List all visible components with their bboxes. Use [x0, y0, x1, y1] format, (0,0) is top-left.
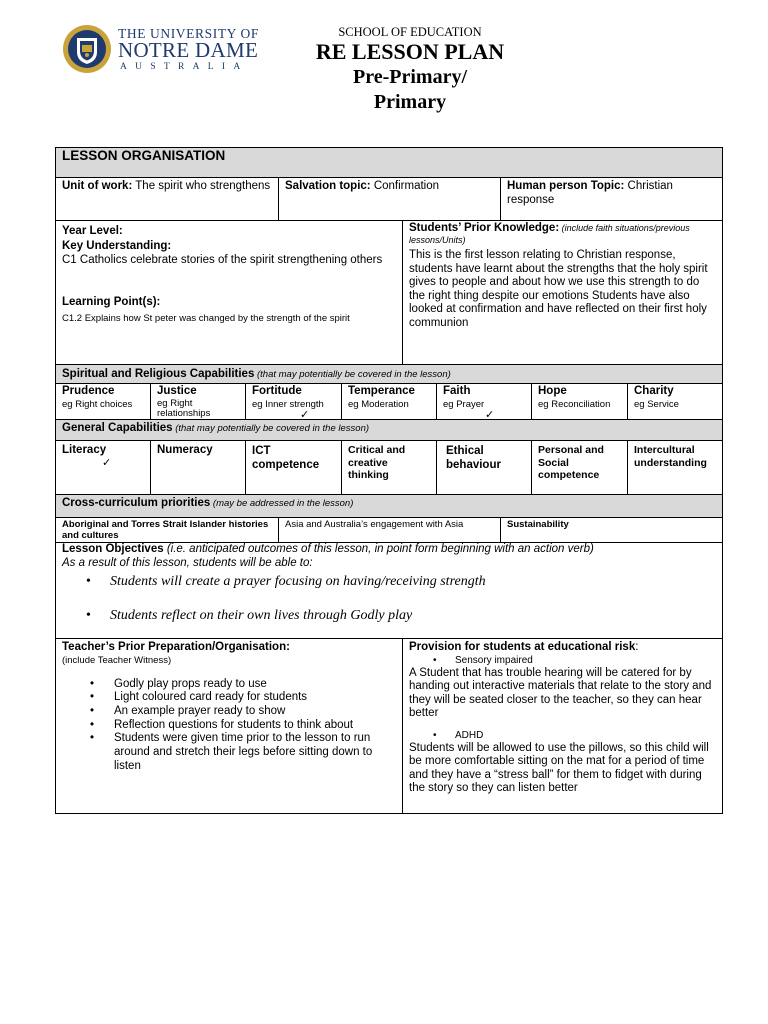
- capability-name: Temperance: [348, 385, 415, 397]
- capability-example: eg Service: [634, 398, 679, 410]
- prior-knowledge-cell: [402, 220, 723, 365]
- logo-line-2: NOTRE DAME: [118, 38, 259, 62]
- university-crest-icon: [62, 24, 112, 74]
- logo-line-3: AUSTRALIA: [120, 62, 249, 72]
- salvation-topic-value: Confirmation: [370, 180, 440, 192]
- general-capability-literacy: [55, 440, 151, 495]
- general-capability-ethical-behaviour: [436, 440, 532, 495]
- capability-name: Prudence: [62, 385, 115, 397]
- general-capability-intercultural: [627, 440, 723, 495]
- key-understanding-label: Key Understanding:: [62, 239, 172, 252]
- spiritual-capabilities-heading: [55, 364, 723, 384]
- human-person-topic-label: Human person Topic:: [507, 180, 625, 192]
- general-capability-name: Critical and creative thinking: [348, 444, 406, 481]
- human-person-topic-cell: [500, 177, 723, 221]
- university-logo: [62, 24, 272, 76]
- general-capabilities-title: General Capabilities: [62, 422, 173, 434]
- teacher-preparation-cell: [55, 638, 403, 814]
- human-person-topic-value: Christian response: [507, 180, 673, 206]
- educational-risk-title: Provision for students at educational risk: [409, 641, 636, 653]
- general-capability-name: Literacy: [62, 444, 107, 456]
- prior-knowledge-value: This is the first lesson relating to Christian response, students have learnt about the strengths that the holy spirit gives to people and about how we use this strength to do the right thing despite our emotions Students have also looked at confirmation and have reflected on their first holy communion: [409, 249, 708, 329]
- capability-example: eg Prayer: [443, 398, 485, 410]
- capability-faith: [436, 383, 532, 420]
- risk-group-label: • ADHD: [409, 730, 716, 742]
- risk-group-label: • Sensory impaired: [409, 655, 716, 667]
- priority-sustainability: Sustainability: [500, 517, 723, 543]
- teacher-preparation-note: (include Teacher Witness): [62, 654, 172, 666]
- capability-example: eg Right relationships: [157, 397, 211, 419]
- lesson-objectives-intro: As a result of this lesson, students will be able to:: [62, 556, 313, 569]
- general-capabilities-note: (that may potentially be covered in the lesson): [172, 423, 370, 434]
- unit-of-work-cell: [55, 177, 279, 221]
- lesson-organisation-heading: LESSON ORGANISATION: [55, 147, 723, 178]
- capability-temperance: [341, 383, 437, 420]
- document-header: [300, 25, 520, 115]
- list-item: • An example prayer ready to show: [114, 705, 382, 719]
- key-understanding-value: C1 Catholics celebrate stories of the spirit strengthening others: [62, 254, 383, 266]
- capability-name: Charity: [634, 385, 674, 397]
- list-item: • Godly play props ready to use: [114, 678, 382, 692]
- capability-example: eg Inner strength: [252, 398, 324, 410]
- school-name: SCHOOL OF EDUCATION: [338, 25, 482, 39]
- teacher-preparation-title: Teacher’s Prior Preparation/Organisation:: [62, 641, 290, 653]
- general-capability-name: Personal and Social competence: [538, 444, 604, 481]
- capability-example: eg Right choices: [62, 398, 133, 410]
- priority-aboriginal-torres-strait: Aboriginal and Torres Strait Islander histories and cultures: [55, 517, 279, 543]
- list-item: • Students will create a prayer focusing on having/receiving strength: [110, 573, 716, 591]
- salvation-topic-cell: [278, 177, 501, 221]
- capability-name: Faith: [443, 385, 471, 397]
- cross-curriculum-note: (may be addressed in the lesson): [210, 498, 354, 509]
- lesson-objectives-note: (i.e. anticipated outcomes of this lesson, in point form beginning with an action verb): [163, 543, 594, 555]
- capability-charity: [627, 383, 723, 420]
- priority-asia-engagement: Asia and Australia’s engagement with Asia: [278, 517, 501, 543]
- capability-prudence: [55, 383, 151, 420]
- general-capability-name: Intercultural understanding: [634, 444, 707, 469]
- document-subtitle-line-2: Primary: [373, 91, 447, 113]
- cross-curriculum-heading: [55, 494, 723, 518]
- general-capabilities-heading: [55, 419, 723, 441]
- capability-example: eg Reconciliation: [538, 398, 611, 410]
- lesson-objectives-cell: [55, 542, 723, 639]
- unit-of-work-value: The spirit who strengthens: [132, 180, 271, 192]
- capability-justice: [150, 383, 246, 420]
- document-subtitle-line-1: Pre-Primary/: [352, 66, 467, 88]
- year-level-label: Year Level:: [62, 225, 123, 237]
- general-capability-name: ICT competence: [252, 445, 320, 471]
- check-mark-icon: ✓: [300, 408, 310, 420]
- spiritual-capabilities-note: (that may potentially be covered in the lesson): [254, 369, 451, 380]
- list-item: • Reflection questions for students to think about: [114, 719, 382, 733]
- prior-knowledge-note: (include faith situations/previous lessons/Units): [409, 223, 690, 245]
- check-mark-icon: ✓: [485, 408, 495, 420]
- list-item: • Students were given time prior to the lesson to run around and stretch their legs before sitting down to listen: [114, 732, 382, 773]
- learning-points-label: Learning Point(s):: [62, 295, 161, 308]
- check-mark-icon: ✓: [102, 456, 112, 469]
- teacher-preparation-list: [62, 678, 396, 774]
- risk-group-text: A Student that has trouble hearing will be catered for by handing out interactive materials that relate to the story and they will be seated closer to the teacher, so they can hear better: [409, 666, 712, 719]
- capability-name: Justice: [157, 385, 197, 397]
- list-item: • Light coloured card ready for students: [114, 691, 382, 705]
- educational-risk-cell: [402, 638, 723, 814]
- lesson-objectives-title: Lesson Objectives: [62, 543, 164, 555]
- capability-fortitude: [245, 383, 342, 420]
- learning-points-value: C1.2 Explains how St peter was changed by the strength of the spirit: [62, 313, 350, 324]
- general-capability-personal-social: [531, 440, 628, 495]
- capability-hope: [531, 383, 628, 420]
- list-item: • Students reflect on their own lives through Godly play: [110, 607, 716, 625]
- prior-knowledge-label: Students’ Prior Knowledge:: [409, 222, 560, 234]
- capability-name: Hope: [538, 385, 567, 397]
- general-capability-numeracy: [150, 440, 246, 495]
- logo-line-1: THE UNIVERSITY OF: [118, 26, 259, 41]
- lesson-objectives-list: [62, 573, 716, 625]
- general-capability-name: Ethical behaviour: [446, 445, 501, 471]
- unit-of-work-label: Unit of work:: [62, 180, 133, 192]
- salvation-topic-label: Salvation topic:: [285, 180, 371, 192]
- general-capability-ict: [245, 440, 342, 495]
- document-title: RE LESSON PLAN: [315, 39, 505, 64]
- general-capability-critical-thinking: [341, 440, 437, 495]
- spiritual-capabilities-title: Spiritual and Religious Capabilities: [62, 368, 255, 380]
- educational-risk-colon: :: [635, 641, 639, 653]
- capability-example: eg Moderation: [348, 398, 409, 410]
- capability-name: Fortitude: [252, 385, 302, 397]
- cross-curriculum-title: Cross-curriculum priorities: [62, 497, 211, 509]
- general-capability-name: Numeracy: [157, 444, 213, 456]
- risk-group-text: Students will be allowed to use the pillows, so this child will be more comfortable sitting on the mat for a period of time and they have a “stress ball” for them to fidget with during the story so they can listen better: [409, 741, 709, 794]
- year-level-cell: [55, 220, 403, 365]
